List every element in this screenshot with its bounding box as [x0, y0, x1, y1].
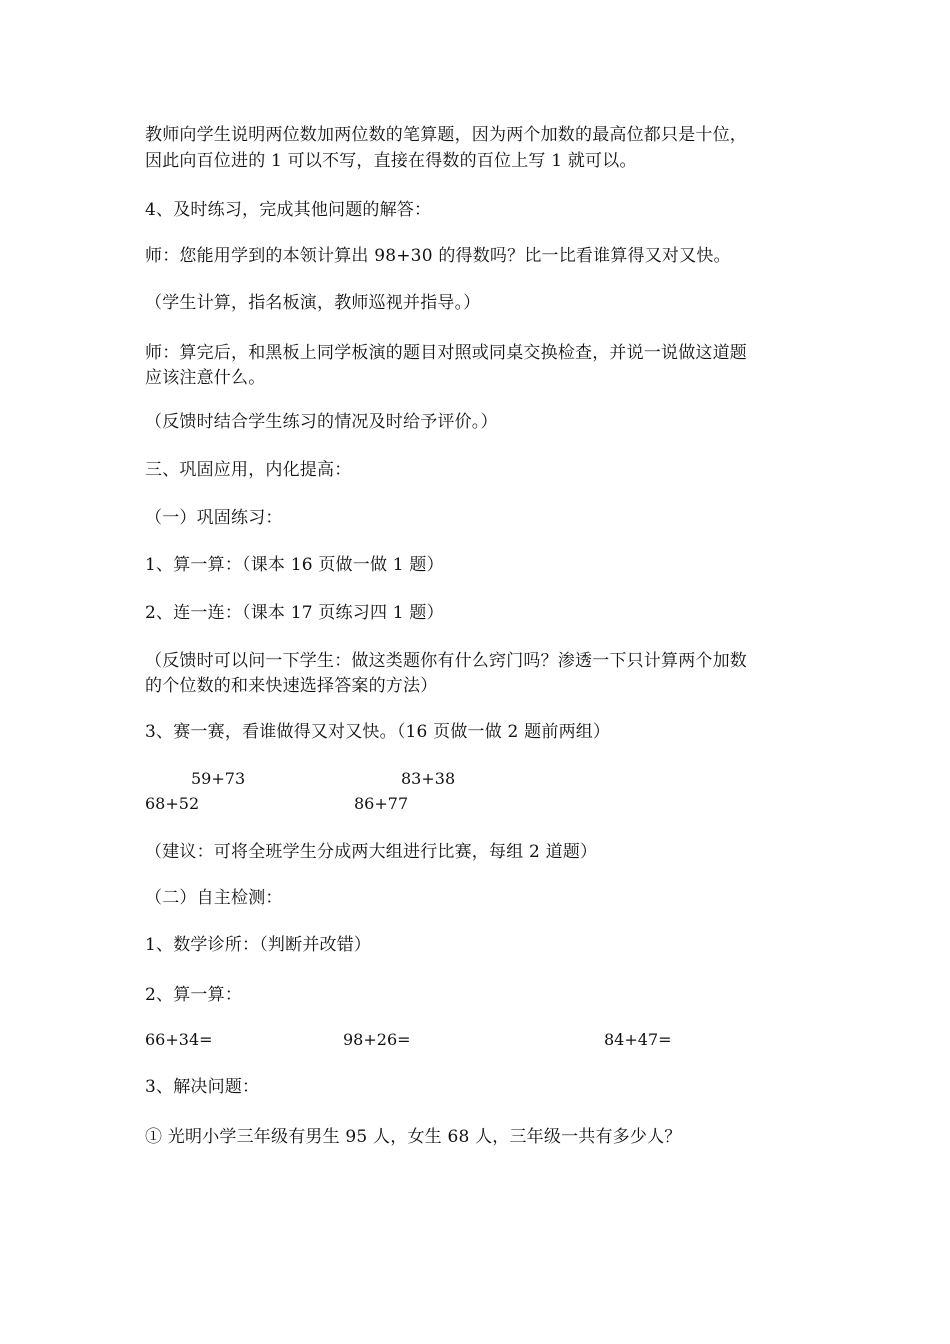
feedback-tip-line2: 的个位数的和来快速选择答案的方法）	[145, 676, 438, 696]
suggestion-note: （建议：可将全班学生分成两大组进行比赛，每组 2 道题）	[145, 842, 598, 862]
calc-expression: 84+47=	[604, 1030, 672, 1049]
self-test-2: 2、算一算：	[145, 985, 243, 1005]
feedback-note: （反馈时结合学生练习的情况及时给予评价。）	[145, 412, 498, 432]
exercise-2: 2、连一连：（课本 17 页练习四 1 题）	[145, 603, 444, 623]
step-4-heading: 4、及时练习，完成其他问题的解答：	[145, 200, 432, 220]
calc-expression: 98+26=	[343, 1030, 411, 1049]
self-test-1: 1、数学诊所：（判断并改错）	[145, 935, 372, 955]
race-expression: 59+73	[191, 769, 246, 788]
calc-expression: 66+34=	[145, 1030, 213, 1049]
paragraph-explanation-line1: 教师向学生说明两位数加两位数的笔算题，因为两个加数的最高位都只是十位，	[145, 125, 747, 145]
student-calc-note: （学生计算，指名板演，教师巡视并指导。）	[145, 293, 481, 313]
teacher-question: 师：您能用学到的本领计算出 98+30 的得数吗？比一比看谁算得又对又快。	[145, 246, 731, 266]
section-three-heading: 三、巩固应用，内化提高：	[145, 460, 352, 480]
feedback-tip-line1: （反馈时可以问一下学生：做这类题你有什么窍门吗？渗透一下只计算两个加数	[145, 651, 747, 671]
race-expression: 86+77	[354, 794, 409, 813]
race-expression: 68+52	[145, 794, 200, 813]
teacher-check-line1: 师：算完后，和黑板上同学板演的题目对照或同桌交换检查，并说一说做这道题	[145, 343, 747, 363]
teacher-check-line2: 应该注意什么。	[145, 368, 266, 388]
word-problem-1: ① 光明小学三年级有男生 95 人，女生 68 人，三年级一共有多少人？	[145, 1127, 682, 1147]
race-expression: 83+38	[401, 769, 456, 788]
exercise-3: 3、赛一赛，看谁做得又对又快。（16 页做一做 2 题前两组）	[145, 722, 611, 742]
subsection-consolidation: （一）巩固练习：	[145, 508, 283, 528]
exercise-1: 1、算一算：（课本 16 页做一做 1 题）	[145, 555, 444, 575]
subsection-self-test: （二）自主检测：	[145, 888, 283, 908]
self-test-3: 3、解决问题：	[145, 1077, 260, 1097]
paragraph-explanation-line2: 因此向百位进的 1 可以不写，直接在得数的百位上写 1 就可以。	[145, 151, 637, 171]
